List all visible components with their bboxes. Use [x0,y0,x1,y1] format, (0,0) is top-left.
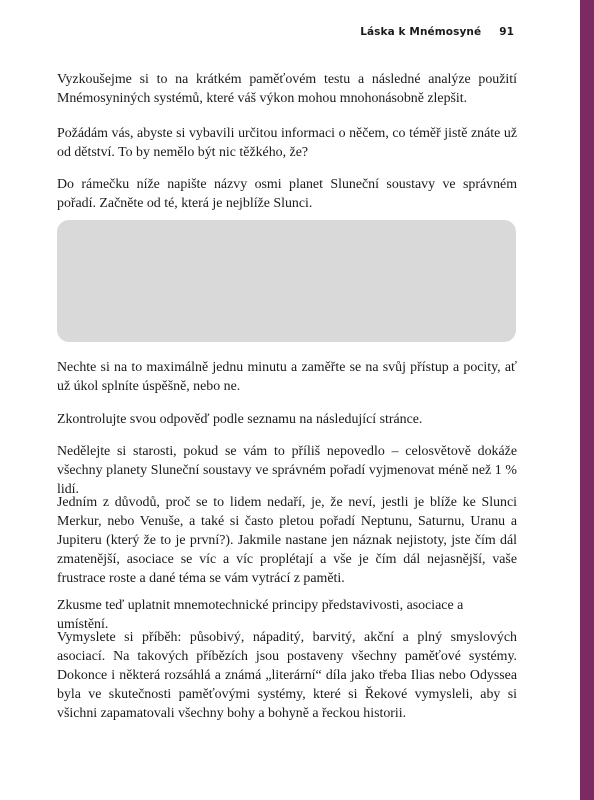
paragraph-time-limit: Nechte si na to maximálně jednu minutu a zaměřte se na svůj přístup a pocity, ať už úkol splníte úspěšně, nebo ne. [57,360,517,394]
paragraph-task: Do rámečku níže napište názvy osmi planet Sluneční soustavy ve správném pořadí. Začněte od té, která je nejblíže Slunci. [57,177,517,211]
chapter-title: Láska k Mnémosyné [360,26,482,38]
paragraph-request: Požádám vás, abyste si vybavili určitou informaci o něčem, co téměř jistě znáte už od dětství. To by nemělo být nic těžkého, že? [57,126,517,160]
answer-box[interactable] [57,220,516,342]
chapter-color-bar [580,0,594,800]
paragraph-story: Vymyslete si příběh: působivý, nápaditý, barvitý, akční a plný smyslových asociací. Na takových příbězích jsou postaveny všechny paměťové systémy. Dokonce i některá rozsáhlá a známá „literární“ díla jako třeba Ilias nebo Odyssea byla ve skutečnosti paměťovými systémy, které si Řekové vymysleli, aby si všichni zapamatovali všechny bohy a bohyně a řeckou historii. [57,630,517,721]
running-header [360,26,514,38]
page-number: 91 [499,26,514,38]
paragraph-principles: Zkusme teď uplatnit mnemotechnické principy představivosti, asociace a umístění. [57,598,464,632]
paragraph-check: Zkontrolujte svou odpověď podle seznamu na následující stránce. [57,412,423,427]
paragraph-no-worries: Nedělejte si starosti, pokud se vám to příliš nepovedlo – celosvětově dokáže všechny planety Sluneční soustavy ve správném pořadí vyjmenovat méně než 1 % lidí. [57,444,517,497]
paragraph-intro: Vyzkoušejme si to na krátkém paměťovém testu a následné analýze použití Mnémosyniných systémů, které váš výkon mohou mnohonásobně zlepšit. [57,72,517,106]
paragraph-reasons: Jedním z důvodů, proč se to lidem nedaří, je, že neví, jestli je blíže ke Slunci Merkur, nebo Venuše, a také si často pletou pořadí Neptunu, Saturnu, Uranu a Jupiteru (který že to je první?). Jakmile nastane jen náznak nejistoty, jste čím dál zmatenější, asociace se víc a víc proplétají a vše je čím dál nejasnější, vaše frustrace roste a dané téma se vám vytrácí z paměti. [57,495,517,586]
